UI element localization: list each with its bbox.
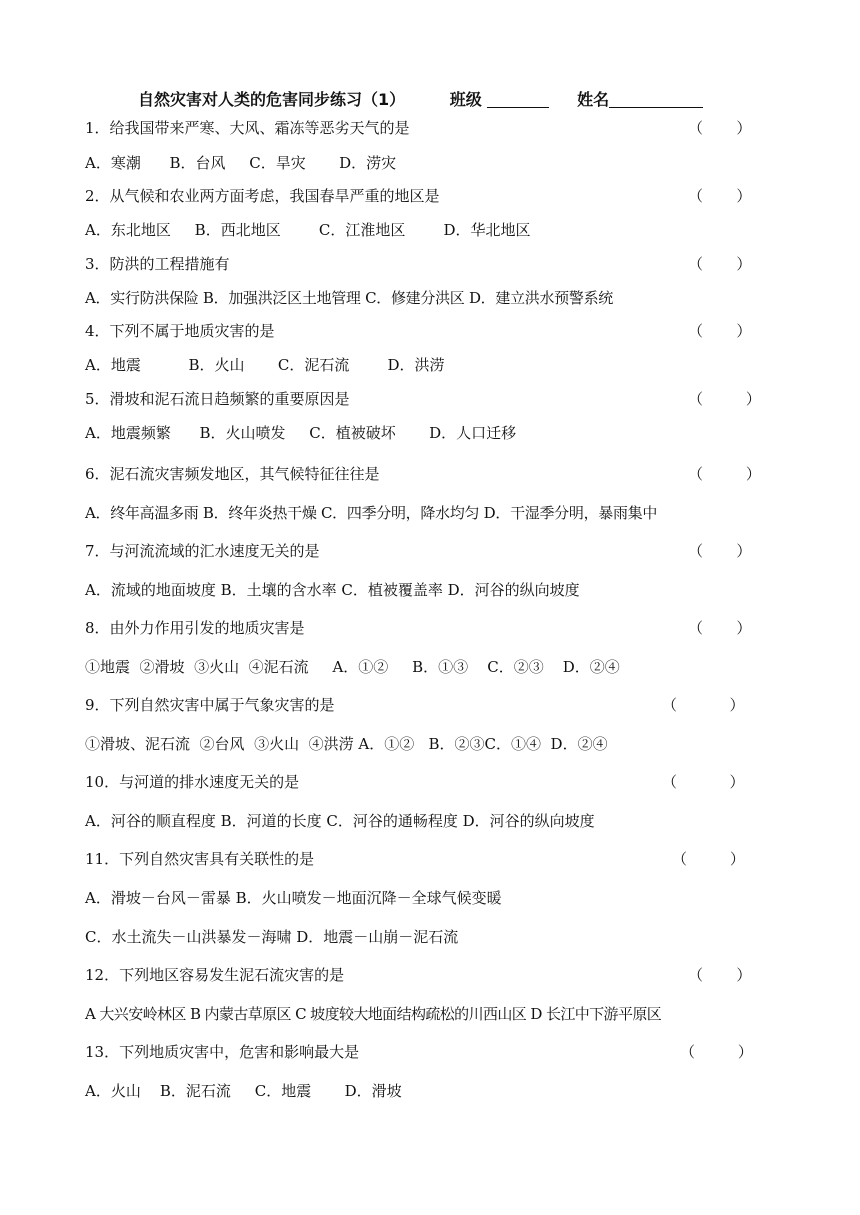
options-10: A．河谷的顺直程度 B．河道的长度 C．河谷的通畅程度 D．河谷的纵向坡度 bbox=[85, 812, 595, 830]
question-10: 10．与河道的排水速度无关的是 bbox=[85, 773, 300, 791]
answer-paren-3[interactable]: （ ） bbox=[688, 255, 752, 273]
options-2: A．东北地区 B．西北地区 C．江淮地区 D．华北地区 bbox=[85, 221, 531, 239]
answer-paren-10[interactable]: （ ） bbox=[662, 773, 745, 791]
options-7: A．流域的地面坡度 B．土壤的含水率 C．植被覆盖率 D．河谷的纵向坡度 bbox=[85, 581, 580, 599]
question-1: 1．给我国带来严寒、大风、霜冻等恶劣天气的是 bbox=[85, 119, 410, 137]
question-11: 11．下列自然灾害具有关联性的是 bbox=[85, 850, 315, 868]
options-8: ①地震 ②滑坡 ③火山 ④泥石流 A．①② B．①③ C．②③ D．②④ bbox=[85, 658, 620, 676]
answer-paren-1[interactable]: （ ） bbox=[688, 119, 752, 137]
class-blank[interactable] bbox=[487, 91, 549, 108]
answer-paren-4[interactable]: （ ） bbox=[688, 322, 752, 340]
question-13: 13．下列地质灾害中，危害和影响最大是 bbox=[85, 1043, 360, 1061]
options-12: A 大兴安岭林区 B 内蒙古草原区 C 坡度较大地面结构疏松的川西山区 D 长江中下游平原区 bbox=[85, 1005, 662, 1023]
answer-paren-11[interactable]: （ ） bbox=[672, 850, 745, 868]
worksheet-title bbox=[138, 87, 703, 110]
question-3: 3．防洪的工程措施有 bbox=[85, 255, 230, 273]
options-5: A．地震频繁 B．火山喷发 C．植被破坏 D．人口迁移 bbox=[85, 424, 517, 442]
options-4: A．地震 B．火山 C．泥石流 D．洪涝 bbox=[85, 356, 445, 374]
answer-paren-5[interactable]: （ ） bbox=[688, 390, 761, 408]
question-6: 6．泥石流灾害频发地区，其气候特征往往是 bbox=[85, 465, 380, 483]
answer-paren-7[interactable]: （ ） bbox=[688, 542, 752, 560]
options-1: A．寒潮 B．台风 C．旱灾 D．涝灾 bbox=[85, 154, 397, 172]
question-5: 5．滑坡和泥石流日趋频繁的重要原因是 bbox=[85, 390, 350, 408]
options-3: A．实行防洪保险 B．加强洪泛区土地管理 C．修建分洪区 D．建立洪水预警系统 bbox=[85, 289, 613, 307]
title-text: 自然灾害对人类的危害同步练习（1） bbox=[138, 90, 406, 109]
options-11a: A．滑坡－台风－雷暴 B．火山喷发－地面沉降－全球气候变暖 bbox=[85, 889, 502, 907]
options-11b: C．水土流失－山洪暴发－海啸 D．地震－山崩－泥石流 bbox=[85, 928, 459, 946]
options-13: A．火山 B．泥石流 C．地震 D．滑坡 bbox=[85, 1082, 402, 1100]
answer-paren-13[interactable]: （ ） bbox=[680, 1043, 753, 1061]
options-9: ①滑坡、泥石流 ②台风 ③火山 ④洪涝 A．①② B．②③C．①④ D．②④ bbox=[85, 735, 608, 753]
name-label: 姓名 bbox=[577, 90, 610, 109]
answer-paren-9[interactable]: （ ） bbox=[662, 696, 745, 714]
question-4: 4．下列不属于地质灾害的是 bbox=[85, 322, 275, 340]
question-12: 12．下列地区容易发生泥石流灾害的是 bbox=[85, 966, 345, 984]
question-9: 9．下列自然灾害中属于气象灾害的是 bbox=[85, 696, 335, 714]
answer-paren-2[interactable]: （ ） bbox=[688, 187, 752, 205]
class-label: 班级 bbox=[449, 90, 482, 109]
question-8: 8．由外力作用引发的地质灾害是 bbox=[85, 619, 305, 637]
answer-paren-12[interactable]: （ ） bbox=[688, 966, 752, 984]
answer-paren-6[interactable]: （ ） bbox=[688, 465, 761, 483]
name-blank[interactable] bbox=[609, 91, 703, 108]
question-2: 2．从气候和农业两方面考虑，我国春旱严重的地区是 bbox=[85, 187, 440, 205]
answer-paren-8[interactable]: （ ） bbox=[688, 619, 752, 637]
options-6: A．终年高温多雨 B．终年炎热干燥 C．四季分明，降水均匀 D．干湿季分明，暴雨集中 bbox=[85, 504, 658, 522]
question-7: 7．与河流流域的汇水速度无关的是 bbox=[85, 542, 320, 560]
